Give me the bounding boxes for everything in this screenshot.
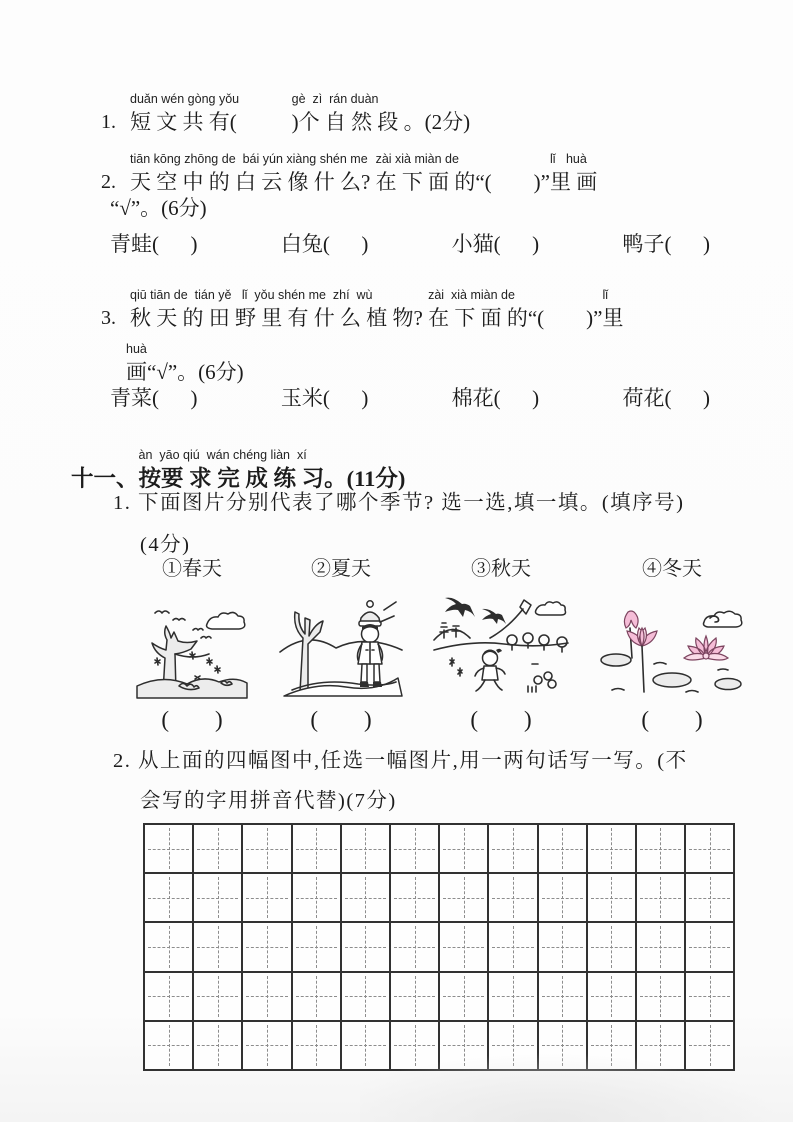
option-cat: 小猫( ) [451,232,540,256]
child-in-snow-image [278,592,404,700]
writing-cell [684,1020,735,1071]
option-rabbit: 白兔( ) [280,232,369,256]
answer-blank [239,90,292,136]
figure-2-answer-blank: ( ) [310,707,372,732]
falling-leaves-tree-image [135,604,249,700]
writing-cell [241,921,292,972]
season-figures [133,556,747,734]
season-column-1 [133,556,251,734]
writing-cell [586,823,637,874]
writing-cell [635,1020,686,1071]
writing-cell [291,872,342,923]
writing-cell [340,971,391,1022]
writing-cell [192,1020,243,1071]
writing-cell [635,971,686,1022]
season-label-autumn: ③秋天 [471,558,531,580]
writing-cell [241,872,292,923]
writing-cell [586,921,637,972]
sub-question-1-points: (4分) [140,534,191,556]
writing-cell [389,1020,440,1071]
season-label-summer: ②夏天 [311,558,371,580]
question-1: 1. duǎn wén gòng yǒu 短 文 共 有( gè zì rán duàn )个 自 然 段 。(2分) [101,92,471,134]
writing-cell [438,823,489,874]
writing-cell [143,921,194,972]
question-2-options [110,228,710,258]
season-label-winter: ④冬天 [642,558,702,580]
writing-cell [389,971,440,1022]
writing-cell [635,872,686,923]
option-greens: 青菜( ) [110,386,198,410]
question-1-number: 1. [101,111,116,133]
season-column-2 [277,556,405,734]
writing-cell [537,921,588,972]
grid-row [143,971,735,1022]
option-corn: 玉米( ) [280,386,369,410]
writing-cell [537,872,588,923]
sub-question-1: 1. 下面图片分别代表了哪个季节? 选一选,填一填。(填序号) [113,492,685,514]
writing-cell [635,921,686,972]
writing-cell [537,1020,588,1071]
writing-cell [192,971,243,1022]
writing-cell [241,971,292,1022]
writing-cell [192,872,243,923]
option-lotus: 荷花( ) [622,386,710,410]
option-duck: 鸭子( ) [622,232,710,256]
sub-question-2: 2. 从上面的四幅图中,任选一幅图片,用一两句话写一写。(不 [113,750,688,772]
writing-cell [684,971,735,1022]
question-3-options [110,382,710,412]
writing-cell [438,1020,489,1071]
answer-blank [492,150,534,196]
writing-cell [143,872,194,923]
writing-cell [586,971,637,1022]
sub-question-2-continuation: 会写的字用拼音代替)(7分) [140,790,397,812]
writing-cell [389,921,440,972]
writing-cell [291,823,342,874]
writing-cell [340,1020,391,1071]
writing-cell [684,823,735,874]
writing-cell [291,971,342,1022]
grid-row [143,921,735,972]
writing-cell [487,872,538,923]
question-2: 2. tiān kōng zhōng de bái yún xiàng shén me 天 空 中 的 白 云 像 什 么? zài xià miàn de 在 下 面 的“( )” lǐ huà 里 画 [101,152,598,194]
writing-cell [487,921,538,972]
writing-cell [241,823,292,874]
writing-cell [684,872,735,923]
writing-grid [143,823,735,1071]
grid-row [143,1020,735,1071]
writing-cell [438,921,489,972]
answer-blank [544,286,586,332]
lotus-pond-image [598,600,746,700]
season-label-spring: ①春天 [162,558,222,580]
writing-cell [438,971,489,1022]
season-column-3 [431,556,571,734]
writing-cell [340,872,391,923]
swallows-kite-child-image [432,588,570,700]
writing-cell [340,921,391,972]
writing-cell [389,823,440,874]
option-frog: 青蛙( ) [110,232,198,256]
question-3-continuation: huà 画“√”。(6分) [126,342,244,384]
question-2-continuation: “√”。(6分) [110,196,207,220]
writing-cell [487,971,538,1022]
question-2-number: 2. [101,171,116,193]
writing-cell [143,971,194,1022]
writing-cell [684,921,735,972]
section-11-heading: 十一、 àn yāo qiú wán chéng liàn xí 按要 求 完 成 练 习。(11分) [71,448,406,491]
writing-cell [537,823,588,874]
writing-cell [291,921,342,972]
writing-cell [389,872,440,923]
writing-cell [143,823,194,874]
writing-cell [487,1020,538,1071]
writing-cell [635,823,686,874]
writing-cell [143,1020,194,1071]
figure-4-answer-blank: ( ) [641,707,703,732]
writing-cell [192,921,243,972]
writing-cell [586,872,637,923]
writing-cell [537,971,588,1022]
writing-cell [340,823,391,874]
question-3-number: 3. [101,307,116,329]
figure-3-answer-blank: ( ) [470,707,532,732]
writing-cell [192,823,243,874]
grid-row [143,823,735,874]
writing-cell [241,1020,292,1071]
option-cotton: 棉花( ) [451,386,540,410]
season-column-4 [597,556,747,734]
writing-cell [586,1020,637,1071]
writing-cell [291,1020,342,1071]
writing-cell [487,823,538,874]
figure-1-answer-blank: ( ) [161,707,223,732]
writing-cell [438,872,489,923]
grid-row [143,872,735,923]
question-3: 3. qiū tiān de tián yě lǐ yǒu shén me zhí wù 秋 天 的 田 野 里 有 什 么 植 物? zài xià miàn de 在 下 面 的“( )” lǐ 里 [101,288,624,330]
